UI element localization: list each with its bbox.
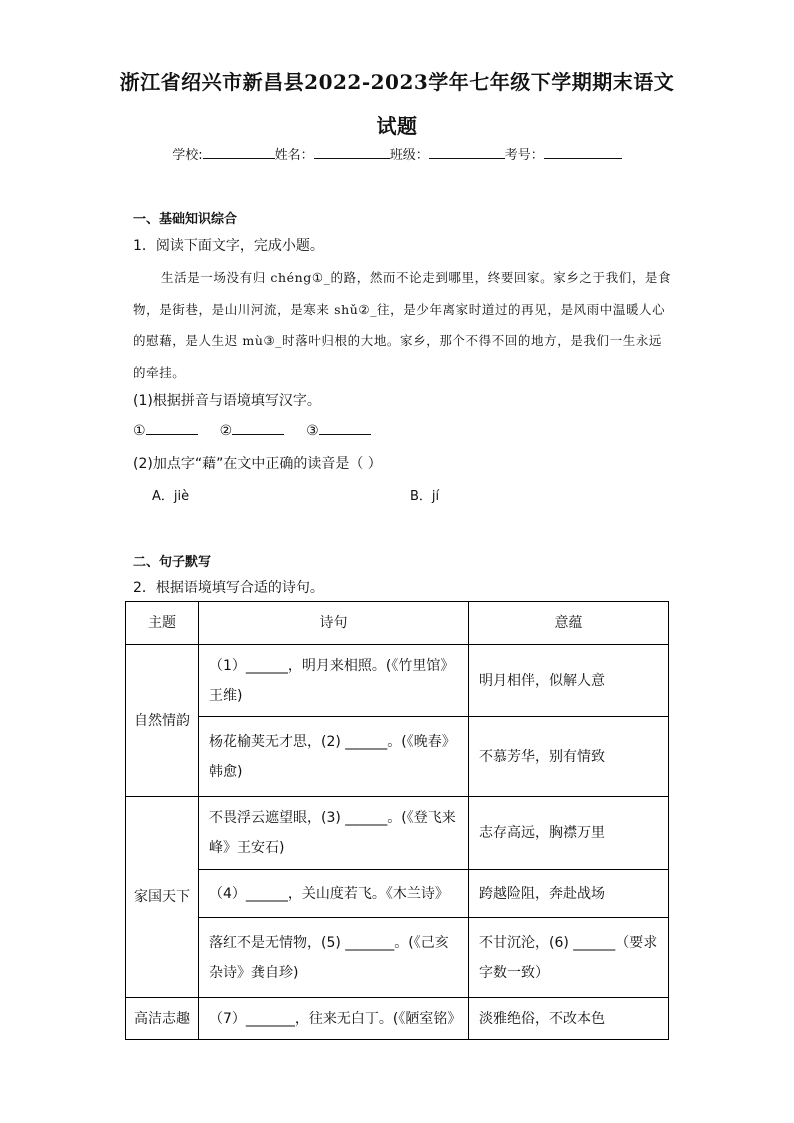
- option-a: A．jiè: [152, 489, 190, 504]
- table-row: [126, 717, 669, 797]
- sub-question-2: (2)加点字“藉”在文中正确的读音是（ ）: [133, 456, 382, 472]
- meaning-cell: 跨越险阻，奔赴战场: [469, 870, 669, 918]
- meaning-cell: 淡雅绝俗，不改本色: [469, 998, 669, 1040]
- blank-label-1: ①: [133, 423, 146, 439]
- blank-3: [319, 422, 371, 435]
- pinyin-blanks-row: [133, 422, 371, 439]
- table-row: [126, 918, 669, 998]
- poem-cell: （4）______，关山度若飞。《木兰诗》: [199, 870, 469, 918]
- class-blank: [429, 146, 505, 159]
- question1-prompt: 1．阅读下面文字，完成小题。: [133, 238, 324, 254]
- meaning-cell: 不甘沉沦，(6) ______（要求字数一致）: [469, 918, 669, 998]
- name-label: 姓名：: [274, 148, 314, 163]
- question2-prompt: 2．根据语境填写合适的诗句。: [133, 580, 324, 596]
- theme-cell: 家国天下: [126, 797, 199, 998]
- name-blank: [314, 146, 390, 159]
- option-b: B．jí: [410, 489, 440, 504]
- exam-title-line2: 试题: [376, 114, 418, 138]
- blank-1: [146, 422, 198, 435]
- exam-title-line1: 浙江省绍兴市新昌县2022-2023学年七年级下学期期末语文: [119, 70, 675, 94]
- meaning-cell: 明月相伴，似解人意: [469, 645, 669, 717]
- poem-table: [125, 601, 669, 1040]
- meaning-cell: 不慕芳华，别有情致: [469, 717, 669, 797]
- table-row: [126, 998, 669, 1040]
- school-blank: [203, 146, 275, 159]
- blank-2: [232, 422, 284, 435]
- blank-label-3: ③: [306, 423, 319, 439]
- header-theme: 主题: [126, 602, 199, 645]
- poem-cell: 杨花榆荚无才思，(2) ______。(《晚春》韩愈): [199, 717, 469, 797]
- meaning-cell: 志存高远，胸襟万里: [469, 797, 669, 870]
- sub-question-1: (1)根据拼音与语境填写汉字。: [133, 393, 321, 409]
- theme-cell: 自然情韵: [126, 645, 199, 797]
- poem-cell: 落红不是无情物，(5) _______。(《己亥杂诗》龚自珍): [199, 918, 469, 998]
- poem-cell: （1）______，明月来相照。(《竹里馆》王维): [199, 645, 469, 717]
- poem-cell: 不畏浮云遮望眼，(3) ______。(《登飞来峰》王安石): [199, 797, 469, 870]
- school-label: 学校:: [172, 148, 203, 163]
- header-meaning: 意蕴: [469, 602, 669, 645]
- student-info-row: [0, 144, 794, 163]
- table-header-row: [126, 602, 669, 645]
- class-label: 班级：: [389, 148, 429, 163]
- section1-heading: 一、基础知识综合: [133, 212, 238, 227]
- reading-passage: 生活是一场没有归 chéng①_的路，然而不论走到哪里，终要回家。家乡之于我们，是食物，是街巷，是山川河流，是寒来 shǔ②_往，是少年离家时道过的再见，是风雨中温暖人心的慰藉，是人生迟 mù③_时落叶归根的大地。家乡，那个不得不回的地方，是我们一生永远的牵挂。: [133, 270, 672, 380]
- exam-no-blank: [544, 146, 622, 159]
- table-row: [126, 645, 669, 717]
- header-poem: 诗句: [199, 602, 469, 645]
- table-row: [126, 870, 669, 918]
- exam-no-label: 考号：: [504, 148, 544, 163]
- table-row: [126, 797, 669, 870]
- theme-cell: 高洁志趣: [126, 998, 199, 1040]
- blank-label-2: ②: [219, 423, 233, 439]
- section2-heading: 二、句子默写: [133, 555, 212, 570]
- poem-cell: （7）_______，往来无白丁。(《陋室铭》: [199, 998, 469, 1040]
